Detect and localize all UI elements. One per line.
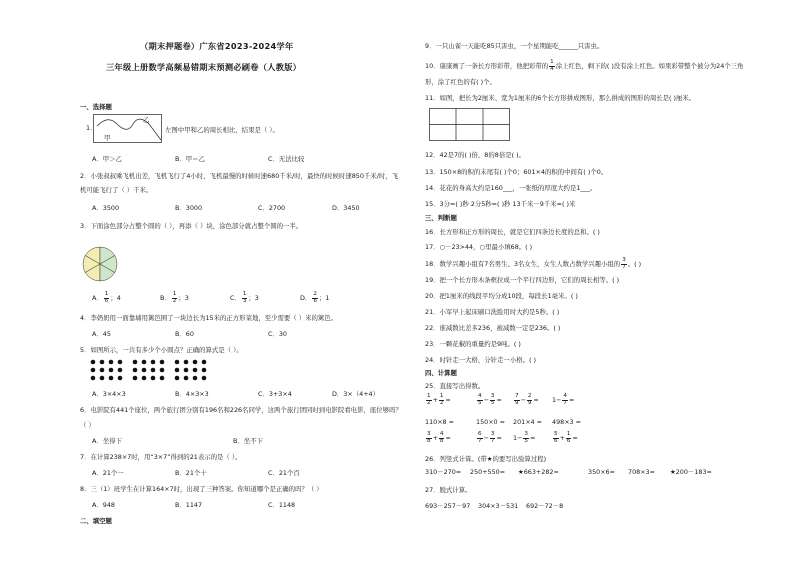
dot [184,376,189,381]
q26-item: ★663+282= [518,468,559,476]
q1-text: 左图中甲和乙的周长相比，结果是（ ）。 [165,126,279,134]
section-judge: 三、判断题 [425,214,457,222]
q6-line2: （ ） [80,421,95,429]
dot [109,360,114,365]
q7-text: 7．在计算238×7时，用“3×7”得到的21表示的是（ ）。 [80,453,242,461]
q7-option-b[interactable]: B．21个十 [175,469,207,477]
q6-option-a[interactable]: A．坐得下 [92,437,122,445]
q13-text: 13．150×8的积的末尾有( )个0；601×4的积的中间有( )个0。 [425,168,608,176]
q8-option-a[interactable]: A．948 [92,501,115,509]
section-fill-in: 二、填空题 [80,517,112,525]
q16-text: 16．长方形和正方形的周长，就是它们四条边长度的总和。( ) [425,228,600,236]
q1-option-c[interactable]: C．无法比较 [268,155,305,163]
q7-option-c[interactable]: C．21个百 [268,469,300,477]
q1-option-a[interactable]: A．甲＞乙 [92,155,122,163]
q3-option-d[interactable]: D． $\frac{2}{6}$ ；1 [300,291,330,304]
q26-item: 250+550= [470,468,506,476]
dot [160,368,165,373]
dot [91,376,96,381]
q27-item: 693－257－97 [425,502,471,510]
q7-option-a[interactable]: A．21个一 [92,469,124,477]
q23-text: 23．一颗花椒的重量约是9吨。( ) [425,340,521,348]
q1-label-jia: 甲 [104,134,111,142]
q5-dots-figure [90,359,215,381]
q27-item: 304×3－531 [478,502,519,510]
q19-text: 19．把一个长方形木条框拉成一个平行四边形，它们的周长相等。( ) [425,276,620,284]
q1-option-b[interactable]: B．甲＝乙 [175,155,205,163]
q5-option-d[interactable]: D．3×（4+4） [332,390,379,398]
dot [91,368,96,373]
q26-text: 26．列竖式计算。(带★的要写出验算过程) [425,455,547,463]
dot [175,360,180,365]
dot [142,360,147,365]
q26-item: 708×3= [628,468,655,476]
q25-item: 150×0 = [476,418,506,426]
q20-text: 20．把1厘米的线段平均分成10段，每段长1毫米。( ) [425,292,578,300]
q3-option-a[interactable]: A． $\frac{1}{6}$ ；4 [92,291,121,304]
q25-item: $\frac{6}{7}$ − $\frac{3}{7}$ = [478,431,502,444]
dot [100,360,105,365]
q25-item: 498×3 = [552,418,582,426]
q25-item: 110×8 = [425,418,455,426]
q25-item: $\frac{7}{9}$ − $\frac{2}{9}$ = [515,393,539,406]
q10-line2: 形，涂了红色的有( )个。 [425,78,496,86]
q26-item: 350×6= [588,468,615,476]
dot [100,368,105,373]
dot [193,360,198,365]
q18-text: 18．数学兴趣小组有7名男生、3名女生，女生人数占数学兴趣小组的 $\frac{3}{7}$ 。( ) [425,257,642,270]
q11-text: 11．如图，把长为2厘米、宽为1厘米的6个长方形拼成图形，那么拼成的图形的周长是( )厘米。 [425,94,696,102]
q25-item: $\frac{1}{2}$ + $\frac{1}{2}$ = [427,393,451,406]
q5-text: 5．如图所示，一共有多少个小圆点？正确的算式是（ ）。 [80,346,243,354]
q4-text: 4．李奶奶用一面靠墙用篱笆围了一块边长为15米的正方形菜地，至少需要（ ）米的篱笆。 [80,314,338,322]
q17-text: 17．○－23>44，○里最小填68。( ) [425,243,533,251]
q27-text: 27．脱式计算。 [425,486,472,494]
q12-text: 12．42是7的( )倍，8的8倍是( )。 [425,151,526,159]
dot [160,360,165,365]
dot [133,360,138,365]
dot [118,368,123,373]
dot [151,360,156,365]
q25-text: 25．直接写出得数。 [425,382,485,390]
dot [100,376,105,381]
q4-option-c[interactable]: C．30 [268,330,287,338]
title-line-1: （期末押题卷）广东省2023-2024学年 [140,41,294,51]
q25-item: 1− $\frac{3}{5}$ = [513,431,536,444]
dot [133,368,138,373]
q10-line1: 10．康康画了一条长方形彩带，他把彩带的 $\frac{1}{4}$ 涂上红色，剩下的( )没有涂上红色。如果彩带整个被分为24个三角 [425,59,744,72]
q2-option-d[interactable]: D．3450 [332,204,360,212]
dot [193,376,198,381]
q3-circle-figure [82,246,118,282]
dot [202,376,207,381]
section-choice: 一、选择题 [80,103,112,111]
q6-line1: 6．电影院有441个座位，两个旅行团分别有196名和226名同学，这两个旅行团同时到电影院看电影，座位够吗？ [80,406,402,414]
dot [133,376,138,381]
dot [109,376,114,381]
q4-option-a[interactable]: A．45 [92,330,111,338]
dot [184,368,189,373]
section-calc: 四、计算题 [425,369,457,377]
q8-text: 8．三（1）班学生在计算164×7时，出现了三种答案。你知道哪个是正确的吗？（ ） [80,485,323,493]
dot [175,368,180,373]
dot [184,360,189,365]
q25-item: $\frac{5}{6}$ + $\frac{1}{6}$ = [554,431,578,444]
q24-text: 24．时针走一大格，分针走一小格。( ) [425,356,537,364]
q25-item: $\frac{4}{5}$ − $\frac{3}{5}$ = [478,393,502,406]
dot [193,368,198,373]
dot [175,376,180,381]
q5-option-c[interactable]: C．3+3×4 [258,390,292,398]
q8-option-b[interactable]: B．1147 [175,501,203,509]
q4-option-b[interactable]: B．60 [175,330,194,338]
q26-item: ★200－183= [670,468,712,476]
q25-item: 201×4 = [513,418,543,426]
q8-option-c[interactable]: C．1148 [268,501,296,509]
q26-item: 310－270= [425,468,462,476]
dot [160,376,165,381]
dot [151,368,156,373]
q9-text: 9．一只山雀一天能吃85只害虫，一个星期能吃______只害虫。 [425,42,604,50]
q25-item: $\frac{3}{8}$ + $\frac{4}{8}$ = [427,431,451,444]
dot [109,368,114,373]
q14-text: 14．花花的身高大约是160___，一张纸的厚度大约是1___。 [425,184,597,192]
dot [151,376,156,381]
q5-option-b[interactable]: B．4×3×3 [175,390,209,398]
dot [118,360,123,365]
q2-option-b[interactable]: B．3000 [175,204,203,212]
dot [142,368,147,373]
q25-item: 1− $\frac{4}{7}$ = [552,393,575,406]
q2-line2: 机可能飞行了（ ）千米。 [80,186,153,194]
q22-text: 22．谁减数比差多236，被减数一定是236。( ) [425,324,561,332]
q3-option-c[interactable]: C． $\frac{1}{3}$ ；3 [230,291,259,304]
dot [202,368,207,373]
q1-number: 1． [86,124,97,132]
q2-option-c[interactable]: C．2700 [258,204,286,212]
dot [202,360,207,365]
dot [142,376,147,381]
q27-item: 692－72－8 [526,502,564,510]
q2-option-a[interactable]: A．3500 [92,204,120,212]
q3-option-b[interactable]: B． $\frac{1}{2}$ ；3 [160,291,189,304]
title-line-2: 三年级上册数学高频易错期末预测必刷卷（人教版） [106,62,302,72]
q21-text: 21．小军早上起床刷口洗脸用时大约是5秒。( ) [425,308,560,316]
q15-text: 15．3分=( )秒 2分5秒=( )秒 13千米－9千米=( )米 [425,200,576,208]
q11-rectangles-figure [429,108,511,142]
q1-label-yi: 乙 [143,116,150,124]
dot [118,376,123,381]
q6-option-b[interactable]: B．坐不下 [233,437,263,445]
q5-option-a[interactable]: A．3×4×3 [92,390,126,398]
q3-text: 3．下面涂色部分占整个圆的（ ），再添（ ）块，涂色部分就占整个圆的一半。 [80,222,303,230]
q2-line1: 2．小张叔叔乘飞机出差，飞机飞行了4小时，飞机最慢的时候时速680千米/时，最快的时候时速850千米/时，飞 [80,172,399,180]
dot [91,360,96,365]
